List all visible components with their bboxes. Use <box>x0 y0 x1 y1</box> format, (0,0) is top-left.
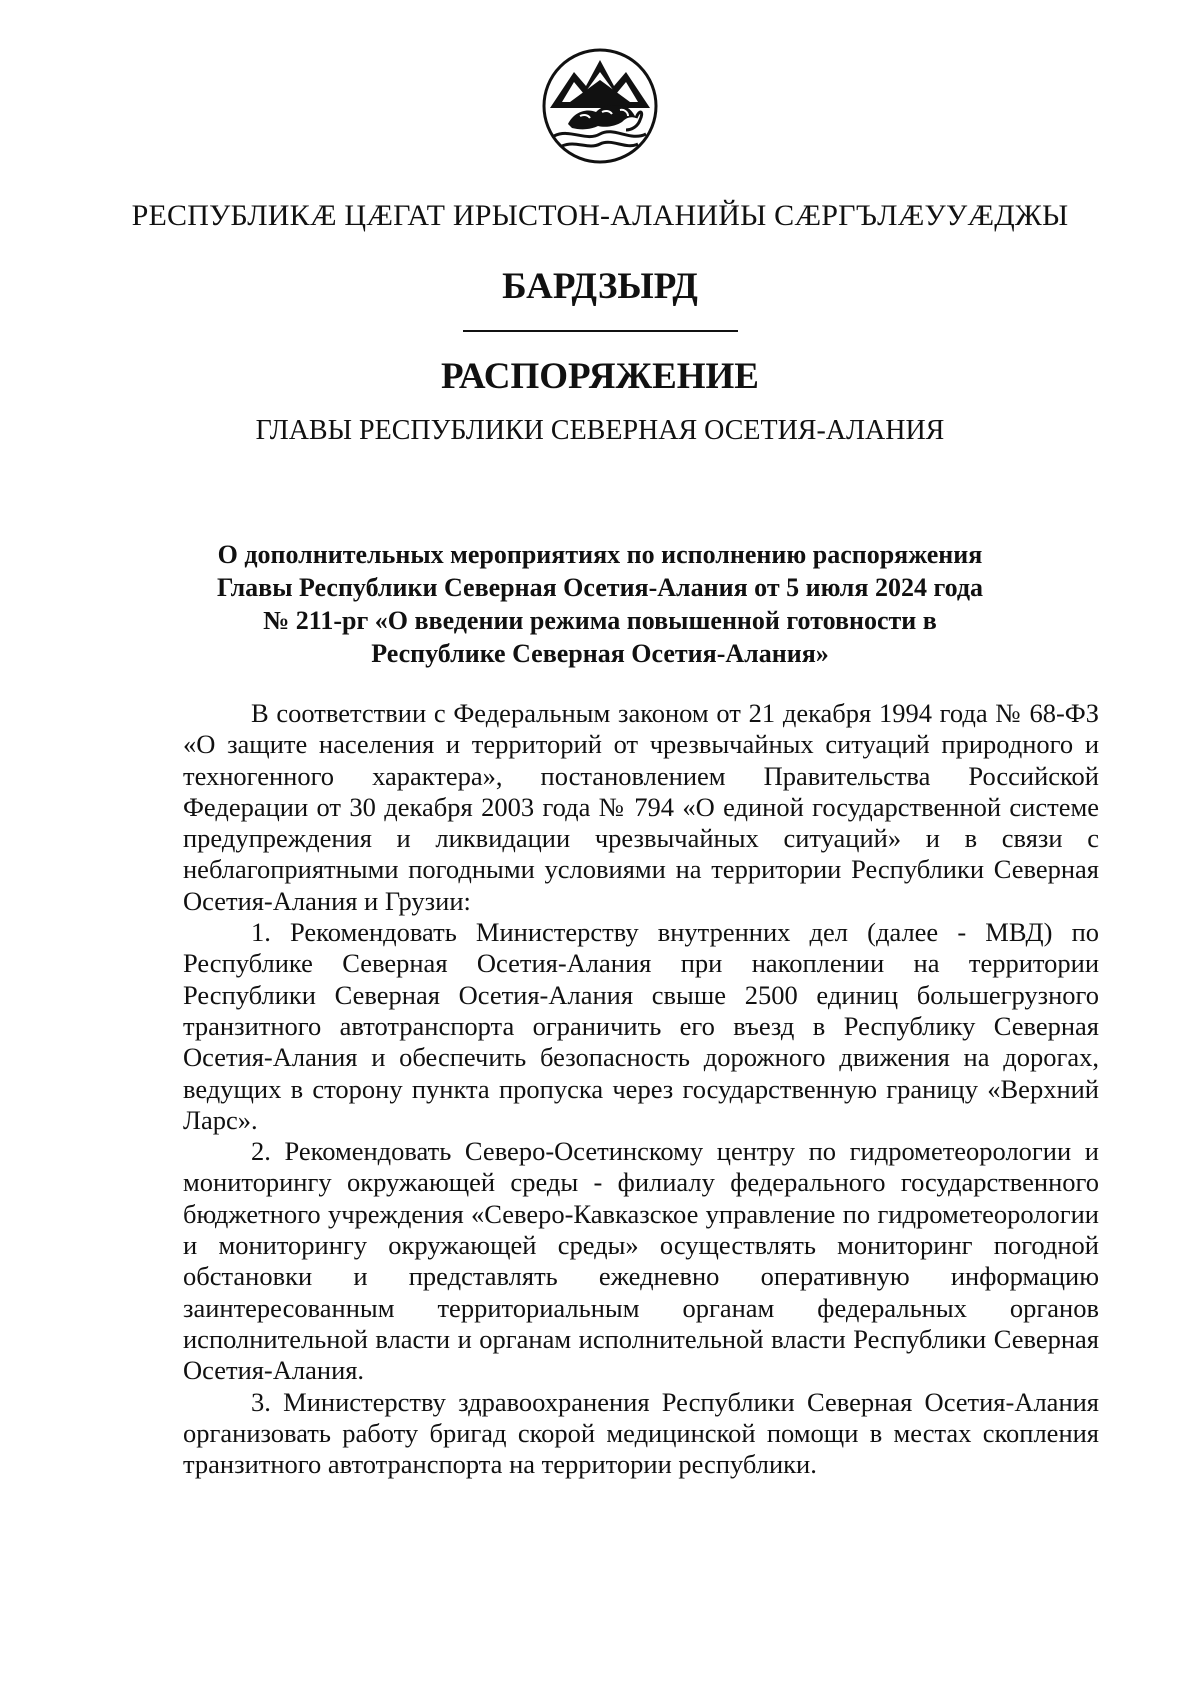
document-subject <box>160 538 1040 670</box>
document-type-ossetian: БАРДЗЫРД <box>502 266 698 307</box>
subject-line: Республике Северная Осетия-Алания» <box>371 639 829 668</box>
document-type-russian: РАСПОРЯЖЕНИЕ <box>440 356 759 397</box>
header-divider <box>463 330 738 332</box>
subject-line: О дополнительных мероприятиях по исполнению распоряжения <box>217 540 983 569</box>
item-2-paragraph: 2. Рекомендовать Северо-Осетинскому центру по гидрометеорологии и мониторингу окружающей среды - филиалу федерального государственного бюджетного учреждения «Северо-Кавказское управление по гидрометеорологии и мониторингу окружающей среды» осуществлять мониторинг погодной обстановки и представлять ежедневно оперативную информацию заинтересованным территориальным органам федеральных органов исполнительной власти и органам исполнительной власти Республики Северная Осетия-Алания. <box>183 1136 1099 1386</box>
item-1-paragraph: 1. Рекомендовать Министерству внутренних дел (далее - МВД) по Республике Северная Осетия-Алания при накоплении на территории Республики Северная Осетия-Алания свыше 2500 единиц большегрузного транзитного автотранспорта ограничить его въезд в Республику Северная Осетия-Алания и обеспечить безопасность дорожного движения на дорогах, ведущих в сторону пункта пропуска через государственную границу «Верхний Ларс». <box>183 917 1099 1135</box>
document-body <box>183 698 1099 1480</box>
issuer-title: ГЛАВЫ РЕСПУБЛИКИ СЕВЕРНАЯ ОСЕТИЯ-АЛАНИЯ <box>255 415 945 446</box>
subject-line: № 211-рг «О введении режима повышенной готовности в <box>263 606 937 635</box>
authority-title-ossetian: РЕСПУБЛИКÆ ЦÆГАТ ИРЫСТОН-АЛАНИЙЫ СÆРГЪЛÆУУÆДЖЫ <box>131 199 1069 232</box>
preamble-paragraph: В соответствии с Федеральным законом от 21 декабря 1994 года № 68-ФЗ «О защите населения и территорий от чрезвычайных ситуаций природного и техногенного характера», постановлением Правительства Российской Федерации от 30 декабря 2003 года № 794 «О единой государственной системе предупреждения и ликвидации чрезвычайных ситуаций» и в связи с неблагоприятными погодными условиями на территории Республики Северная Осетия-Алания и Грузии: <box>183 698 1099 916</box>
item-3-paragraph: 3. Министерству здравоохранения Республики Северная Осетия-Алания организовать работу бригад скорой медицинской помощи в местах скопления транзитного автотранспорта на территории республики. <box>183 1386 1099 1480</box>
coat-of-arms-emblem-icon <box>540 46 660 166</box>
subject-line: Главы Республики Северная Осетия-Алания от 5 июля 2024 года <box>216 573 984 602</box>
